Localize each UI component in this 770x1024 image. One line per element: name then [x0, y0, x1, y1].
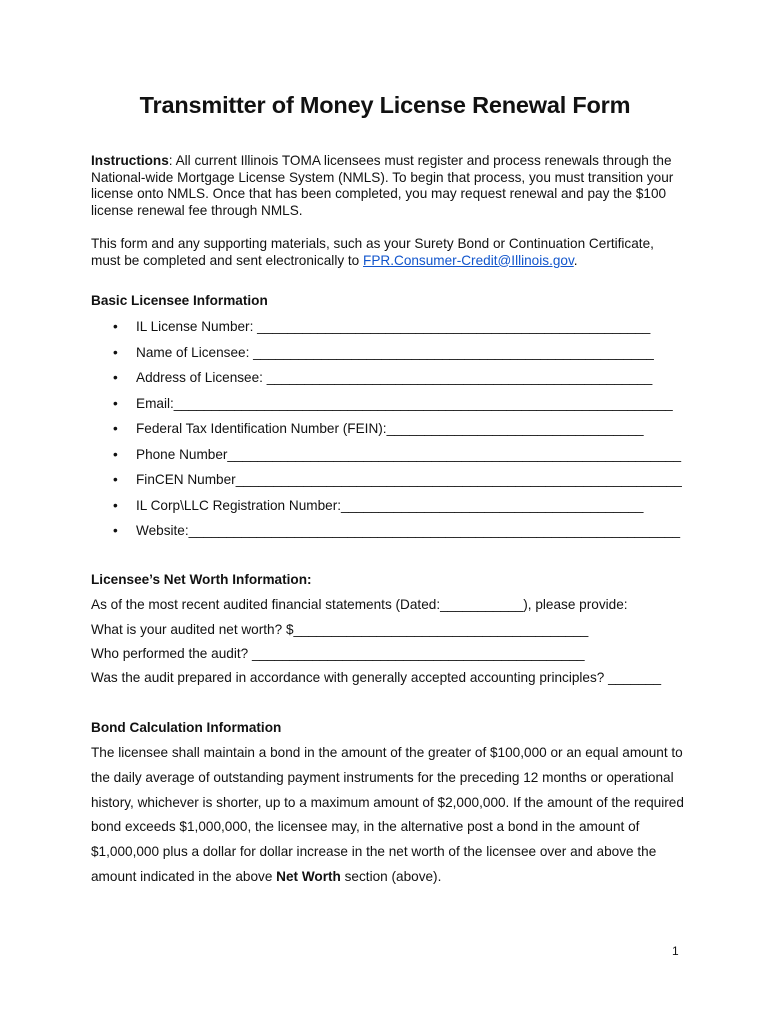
il-license-number-field[interactable]: IL License Number: ____________________________________________________	[136, 319, 651, 334]
instructions-paragraph	[91, 153, 681, 219]
list-item[interactable]	[91, 318, 671, 344]
bullet-icon: •	[113, 344, 118, 360]
basic-info-heading: Basic Licensee Information	[91, 293, 268, 308]
submission-text-end: .	[573, 252, 578, 268]
list-item[interactable]	[91, 395, 671, 421]
net-worth-heading: Licensee’s Net Worth Information:	[91, 572, 312, 587]
phone-number-field[interactable]: Phone Number____________________________________________________________	[136, 446, 682, 462]
net-worth-dated-field[interactable]: As of the most recent audited financial statements (Dated:___________), please provide:	[91, 597, 628, 612]
submission-paragraph	[91, 236, 681, 269]
fincen-number-field[interactable]: FinCEN Number___________________________________________________________	[136, 472, 682, 487]
instructions-label: Instructions	[91, 153, 169, 168]
bullet-icon: •	[113, 421, 118, 436]
bullet-icon: •	[113, 446, 118, 462]
bullet-icon: •	[113, 370, 118, 385]
bond-paragraph	[91, 741, 691, 890]
instructions-text: : All current Illinois TOMA licensees must register and process renewals through the National-wide Mortgage License System (NMLS). To begin that process, you must transition your license onto NMLS. Once that has been completed, you may request renewal and pay the $100 license renewal fee through NMLS.	[91, 153, 674, 218]
page-title: Transmitter of Money License Renewal Form	[139, 92, 631, 118]
auditor-field[interactable]: Who performed the audit? ____________________________________________	[91, 646, 585, 661]
list-item[interactable]	[91, 497, 671, 523]
gaap-field[interactable]: Was the audit prepared in accordance with generally accepted accounting principles? _______	[91, 670, 662, 685]
audited-net-worth-field[interactable]: What is your audited net worth? $_______________________________________	[91, 622, 589, 637]
bullet-icon: •	[113, 497, 118, 513]
fein-field[interactable]: Federal Tax Identification Number (FEIN):__________________________________	[136, 421, 644, 436]
basic-info-list	[91, 318, 682, 548]
bullet-icon: •	[113, 523, 118, 538]
registration-number-field[interactable]: IL Corp\LLC Registration Number:________________________________________	[136, 497, 644, 513]
submission-text: This form and any supporting materials, such as your Surety Bond or Continuation Certificate, must be completed and sent electronically to	[91, 236, 654, 268]
email-field[interactable]: Email:__________________________________________________________________	[136, 395, 673, 411]
list-item[interactable]	[91, 369, 671, 395]
bond-text-end: section (above).	[340, 868, 442, 884]
list-item[interactable]	[91, 471, 682, 497]
bullet-icon: •	[113, 472, 118, 487]
licensee-name-field[interactable]: Name of Licensee: _____________________________________________________	[136, 344, 654, 360]
bullet-icon: •	[113, 319, 118, 334]
email-link[interactable]: FPR.Consumer-Credit@Illinois.gov	[363, 252, 574, 268]
list-item[interactable]	[91, 446, 682, 472]
list-item[interactable]	[91, 420, 671, 446]
net-worth-term: Net Worth	[276, 868, 341, 884]
bond-text: The licensee shall maintain a bond in the amount of the greater of $100,000 or an equal amount to the daily average of outstanding payment instruments for the preceding 12 months or operational history, whichever is shorter, up to a maximum amount of $2,000,000. If the amount of the required bond exceeds $1,000,000, the licensee may, in the alternative post a bond in the amount of $1,000,000 plus a dollar for dollar increase in the net worth of the licensee over and above the amount indicated in the above	[91, 745, 684, 884]
page-number: 1	[672, 944, 679, 958]
bond-heading: Bond Calculation Information	[91, 720, 282, 735]
website-field[interactable]: Website:_________________________________________________________________	[136, 523, 681, 538]
list-item[interactable]	[91, 522, 681, 548]
bullet-icon: •	[113, 395, 118, 411]
licensee-address-field[interactable]: Address of Licensee: ___________________________________________________	[136, 370, 653, 385]
list-item[interactable]	[91, 344, 671, 370]
